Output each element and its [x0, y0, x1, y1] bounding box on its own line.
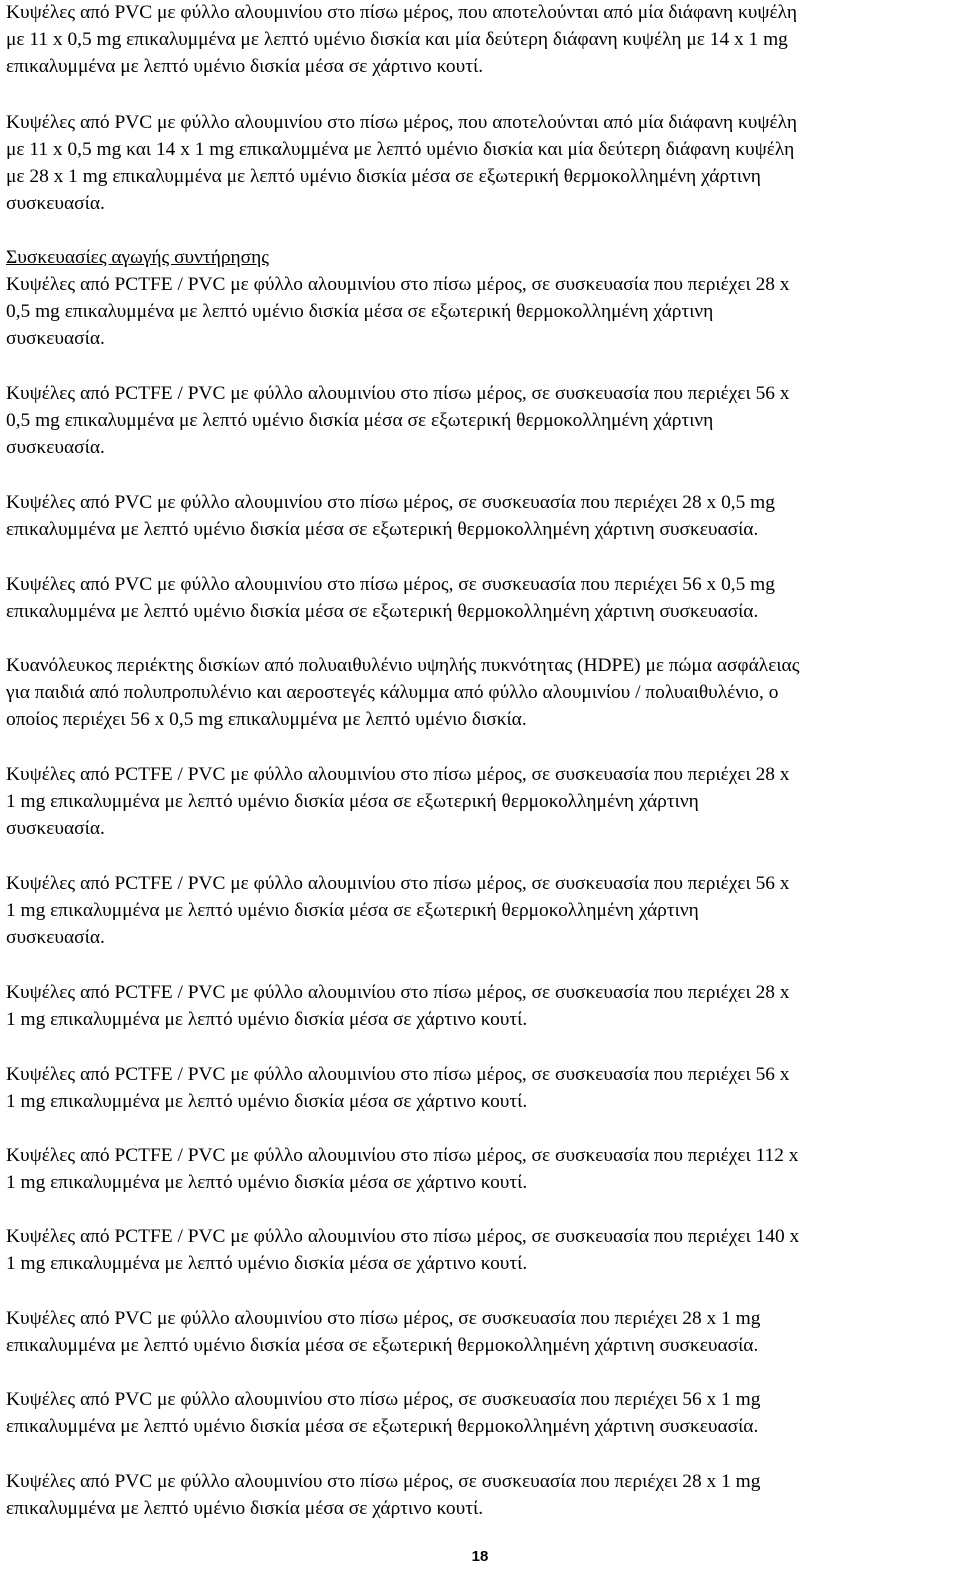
text-line: Κυψέλες από PVC με φύλλο αλουμινίου στο πίσω μέρος, σε συσκευασία που περιέχει 28 x 1 mg — [6, 1308, 761, 1329]
text-line: με 28 x 1 mg επικαλυμμένα με λεπτό υμένιο δισκία μέσα σε εξωτερική θερμοκολλημένη χάρτινη — [6, 166, 761, 187]
package-description-paragraph — [6, 1468, 760, 1522]
package-description-paragraph — [6, 1223, 799, 1277]
text-line: 1 mg επικαλυμμένα με λεπτό υμένιο δισκία μέσα σε εξωτερική θερμοκολλημένη χάρτινη — [6, 791, 699, 812]
text-line: επικαλυμμένα με λεπτό υμένιο δισκία μέσα σε χάρτινο κουτί. — [6, 1498, 484, 1519]
text-line: επικαλυμμένα με λεπτό υμένιο δισκία μέσα σε χάρτινο κουτί. — [6, 56, 484, 77]
package-description-paragraph — [6, 0, 797, 80]
text-line: Κυψέλες από PCTFE / PVC με φύλλο αλουμινίου στο πίσω μέρος, σε συσκευασία που περιέχει 56 x — [6, 1064, 790, 1085]
text-line: 1 mg επικαλυμμένα με λεπτό υμένιο δισκία μέσα σε εξωτερική θερμοκολλημένη χάρτινη — [6, 900, 699, 921]
package-description-paragraph — [6, 1305, 760, 1359]
text-line: Κυψέλες από PVC με φύλλο αλουμινίου στο πίσω μέρος, σε συσκευασία που περιέχει 56 x 1 mg — [6, 1389, 761, 1410]
page-number: 18 — [471, 1548, 489, 1565]
package-description-paragraph — [6, 380, 790, 461]
text-line: επικαλυμμένα με λεπτό υμένιο δισκία μέσα σε εξωτερική θερμοκολλημένη χάρτινη συσκευασία. — [6, 601, 759, 622]
text-line: Κυψέλες από PCTFE / PVC με φύλλο αλουμινίου στο πίσω μέρος, σε συσκευασία που περιέχει 56 x — [6, 383, 790, 404]
text-line: Κυψέλες από PCTFE / PVC με φύλλο αλουμινίου στο πίσω μέρος, σε συσκευασία που περιέχει 56 x — [6, 873, 790, 894]
text-line: 1 mg επικαλυμμένα με λεπτό υμένιο δισκία μέσα σε χάρτινο κουτί. — [6, 1091, 528, 1112]
text-line: συσκευασία. — [6, 193, 105, 214]
text-line: Κυψέλες από PVC με φύλλο αλουμινίου στο πίσω μέρος, σε συσκευασία που περιέχει 28 x 0,5 mg — [6, 492, 775, 513]
package-description-paragraph — [6, 1386, 760, 1440]
text-line: για παιδιά από πολυπροπυλένιο και αεροστεγές κάλυμμα από φύλλο αλουμινίου / πολυαιθυλένιο, ο — [6, 682, 779, 703]
text-line: Κυψέλες από PVC με φύλλο αλουμινίου στο πίσω μέρος, σε συσκευασία που περιέχει 28 x 1 mg — [6, 1471, 761, 1492]
text-line: με 11 x 0,5 mg επικαλυμμένα με λεπτό υμένιο δισκία και μία δεύτερη διάφανη κυψέλη με 14 x 1 mg — [6, 29, 788, 50]
text-line: Κυψέλες από PCTFE / PVC με φύλλο αλουμινίου στο πίσω μέρος, σε συσκευασία που περιέχει 28 x — [6, 982, 790, 1003]
package-description-paragraph — [6, 652, 799, 733]
text-line: Κυψέλες από PVC με φύλλο αλουμινίου στο πίσω μέρος, που αποτελούνται από μία διάφανη κυψέλη — [6, 112, 798, 133]
section-heading: Συσκευασίες αγωγής συντήρησης — [6, 247, 269, 268]
package-description-paragraph — [6, 109, 797, 217]
text-line: 0,5 mg επικαλυμμένα με λεπτό υμένιο δισκία μέσα σε εξωτερική θερμοκολλημένη χάρτινη — [6, 301, 714, 322]
text-line: επικαλυμμένα με λεπτό υμένιο δισκία μέσα σε εξωτερική θερμοκολλημένη χάρτινη συσκευασία. — [6, 1335, 759, 1356]
package-description-paragraph — [6, 979, 790, 1033]
package-description-paragraph — [6, 761, 790, 842]
text-line: Κυψέλες από PVC με φύλλο αλουμινίου στο πίσω μέρος, που αποτελούνται από μία διάφανη κυψέλη — [6, 2, 798, 23]
text-line: Κυψέλες από PCTFE / PVC με φύλλο αλουμινίου στο πίσω μέρος, σε συσκευασία που περιέχει 140 x — [6, 1226, 800, 1247]
package-description-paragraph — [6, 489, 775, 543]
text-line: επικαλυμμένα με λεπτό υμένιο δισκία μέσα σε εξωτερική θερμοκολλημένη χάρτινη συσκευασία. — [6, 519, 759, 540]
package-description-paragraph — [6, 571, 775, 625]
text-line: συσκευασία. — [6, 818, 105, 839]
text-line: 1 mg επικαλυμμένα με λεπτό υμένιο δισκία μέσα σε χάρτινο κουτί. — [6, 1172, 528, 1193]
package-description-paragraph — [6, 1061, 790, 1115]
text-line: Κυψέλες από PCTFE / PVC με φύλλο αλουμινίου στο πίσω μέρος, σε συσκευασία που περιέχει 112 x — [6, 1145, 799, 1166]
text-line: Κυανόλευκος περιέκτης δισκίων από πολυαιθυλένιο υψηλής πυκνότητας (HDPE) με πώμα ασφάλειας — [6, 655, 800, 676]
text-line: Κυψέλες από PCTFE / PVC με φύλλο αλουμινίου στο πίσω μέρος, σε συσκευασία που περιέχει 28 x — [6, 764, 790, 785]
package-description-paragraph — [6, 1142, 798, 1196]
text-line: Κυψέλες από PCTFE / PVC με φύλλο αλουμινίου στο πίσω μέρος, σε συσκευασία που περιέχει 28 x — [6, 274, 790, 295]
text-line: με 11 x 0,5 mg και 14 x 1 mg επικαλυμμένα με λεπτό υμένιο δισκία και μία δεύτερη διάφανη κυψέλη — [6, 139, 795, 160]
text-line: επικαλυμμένα με λεπτό υμένιο δισκία μέσα σε εξωτερική θερμοκολλημένη χάρτινη συσκευασία. — [6, 1416, 759, 1437]
text-line: οποίος περιέχει 56 x 0,5 mg επικαλυμμένα με λεπτό υμένιο δισκία. — [6, 709, 527, 730]
maintenance-packs-section — [6, 244, 790, 352]
text-line: 1 mg επικαλυμμένα με λεπτό υμένιο δισκία μέσα σε χάρτινο κουτί. — [6, 1009, 528, 1030]
text-line: Κυψέλες από PVC με φύλλο αλουμινίου στο πίσω μέρος, σε συσκευασία που περιέχει 56 x 0,5 mg — [6, 574, 775, 595]
text-line: 1 mg επικαλυμμένα με λεπτό υμένιο δισκία μέσα σε χάρτινο κουτί. — [6, 1253, 528, 1274]
package-description-paragraph — [6, 870, 790, 951]
text-line: 0,5 mg επικαλυμμένα με λεπτό υμένιο δισκία μέσα σε εξωτερική θερμοκολλημένη χάρτινη — [6, 410, 714, 431]
text-line: συσκευασία. — [6, 328, 105, 349]
text-line: συσκευασία. — [6, 437, 105, 458]
text-line: συσκευασία. — [6, 927, 105, 948]
